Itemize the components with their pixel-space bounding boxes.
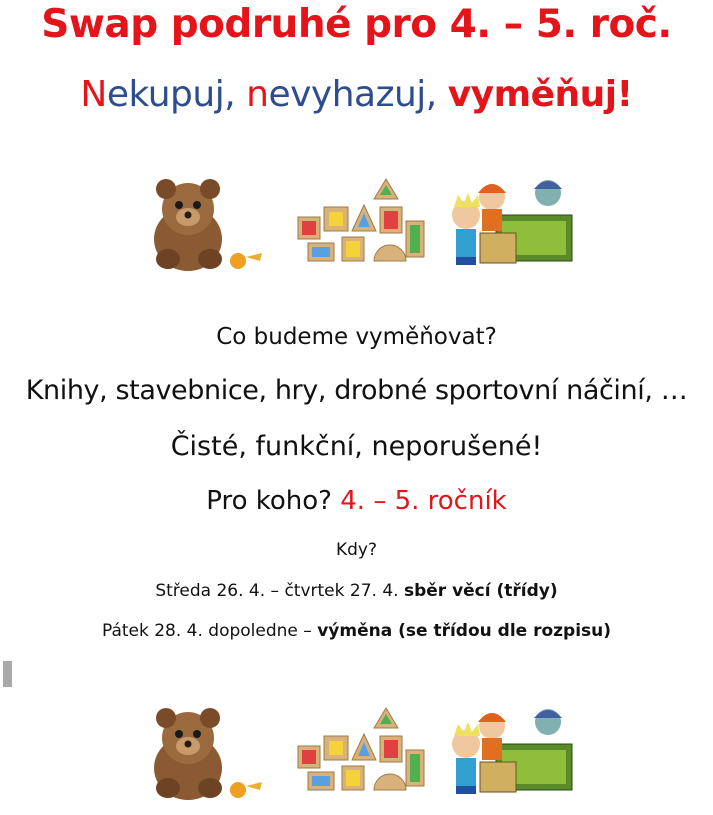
who-label: Pro koho? — [206, 486, 341, 516]
slogan-word-2: evyhazuj, — [268, 74, 448, 115]
wooden-blocks-image — [288, 706, 428, 806]
condition-text: Čisté, funkční, neporušené! — [170, 431, 543, 462]
toys-illustration-top — [138, 177, 578, 277]
schedule-collection — [0, 581, 713, 601]
teddy-bear-image — [138, 177, 283, 277]
board-game-figures-image — [436, 177, 578, 277]
slogan-letter-n2: n — [246, 74, 269, 115]
question-what: Co budeme vyměňovat? — [216, 324, 497, 350]
page-title: Swap podruhé pro 4. – 5. roč. — [41, 2, 672, 47]
slogan-letter-n1: N — [80, 74, 107, 115]
schedule-exchange-label: výměna (se třídou dle rozpisu) — [317, 621, 612, 641]
board-game-figures-image — [436, 706, 578, 806]
who-value: 4. – 5. ročník — [340, 486, 507, 516]
slogan — [0, 74, 713, 115]
schedule-exchange-dates: Pátek 28. 4. dopoledne – — [101, 621, 318, 641]
slogan-word-3: vyměňuj! — [447, 74, 633, 115]
schedule-exchange — [0, 621, 713, 641]
target-audience — [0, 486, 713, 516]
toys-illustration-bottom — [138, 706, 578, 806]
items-text: Knihy, stavebnice, hry, drobné sportovní náčiní, … — [25, 375, 688, 406]
text-cursor — [3, 661, 12, 687]
slogan-word-1: ekupuj, — [106, 74, 247, 115]
when-label: Kdy? — [335, 540, 378, 560]
teddy-bear-image — [138, 706, 283, 806]
schedule-collection-label: sběr věcí (třídy) — [403, 581, 558, 601]
schedule-collection-dates: Středa 26. 4. – čtvrtek 27. 4. — [155, 581, 404, 601]
wooden-blocks-image — [288, 177, 428, 277]
